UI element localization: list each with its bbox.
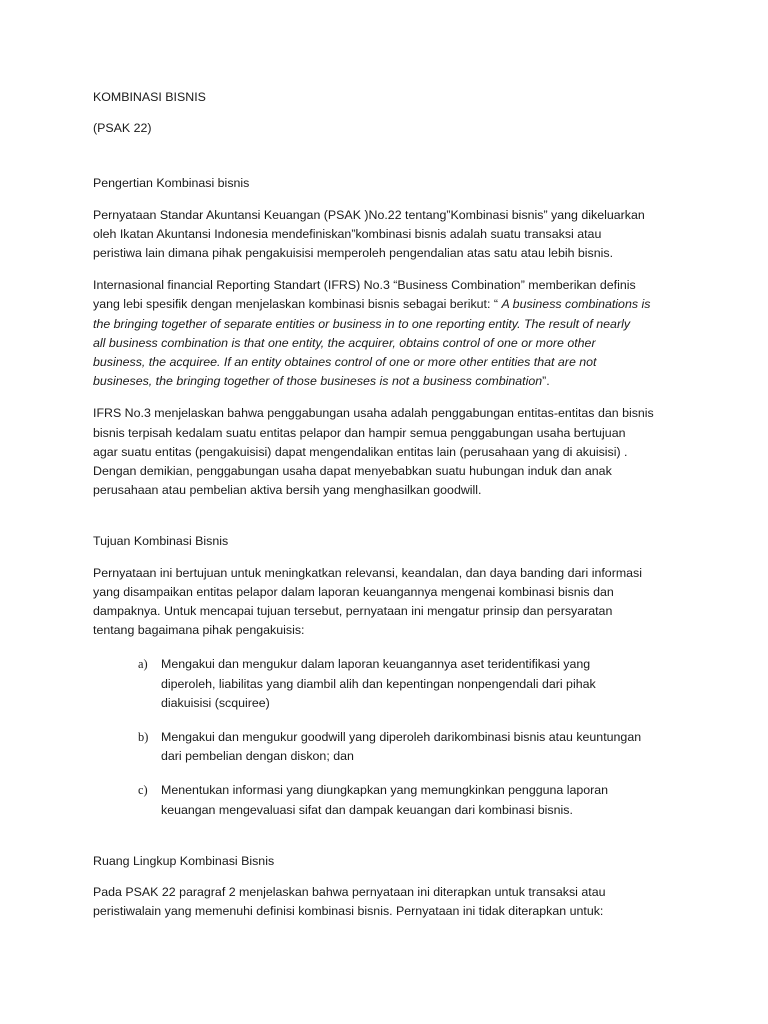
text-line: Dengan demikian, penggabungan usaha dapat menyebabkan suatu hubungan induk dan anak — [93, 464, 612, 479]
text-line: dampaknya. Untuk mencapai tujuan tersebut, pernyataan ini mengatur prinsip dan persyaratan — [93, 604, 613, 619]
list-marker: b) — [138, 730, 149, 745]
document-subtitle: (PSAK 22) — [93, 121, 152, 136]
section-heading-ruang-lingkup: Ruang Lingkup Kombinasi Bisnis — [93, 853, 275, 868]
document-title: KOMBINASI BISNIS — [93, 90, 206, 104]
quote-text: all business combination is that one entity, the acquirer, obtains control of one or more other — [93, 335, 596, 350]
quote-text: the bringing together of separate entities or business in to one reporting entity. The result of nearly — [93, 316, 631, 331]
paragraph-ifrs-definition — [93, 276, 675, 391]
paragraph-ruang-lingkup — [93, 883, 675, 921]
quote-text: business, the acquiree. If an entity obtaines control of one or more other entities that are not — [93, 355, 597, 370]
paragraph-tujuan — [93, 564, 675, 641]
text-line: peristiwa lain dimana pihak pengakuisisi memperoleh pengendalian atas satu atau lebih bisnis. — [93, 246, 614, 261]
text-line: agar suatu entitas (pengakuisisi) dapat mengendalikan entitas lain (perusahaan yang di akuisisi) . — [93, 444, 628, 459]
text-line: yang lebi spesifik dengan menjelaskan kombinasi bisnis sebagai berikut: “ — [93, 297, 502, 312]
text-line: peristiwalain yang memenuhi definisi kombinasi bisnis. Pernyataan ini tidak diterapkan untuk: — [93, 904, 604, 919]
text-line: diakuisisi (scquiree) — [161, 695, 270, 710]
text-line: Internasional financial Reporting Standart (IFRS) No.3 “Business Combination” memberikan definis — [93, 278, 636, 293]
text-line: Pernyataan ini bertujuan untuk meningkatkan relevansi, keandalan, dan daya banding dari informasi — [93, 565, 642, 580]
quote-text: A business combinations is — [501, 297, 651, 312]
list-item — [93, 655, 675, 713]
quote-end: ”. — [542, 374, 550, 389]
text-line: Pada PSAK 22 paragraf 2 menjelaskan bahwa pernyataan ini diterapkan untuk transaksi atau — [93, 885, 606, 900]
list-marker: a) — [138, 657, 148, 672]
text-line: keuangan mengevaluasi sifat dan dampak keuangan dari kombinasi bisnis. — [161, 802, 573, 817]
text-line: bisnis terpisah kedalam suatu entitas pelapor dan hampir semua penggabungan usaha bertujuan — [93, 425, 626, 440]
section-heading-pengertian: Pengertian Kombinasi bisnis — [93, 176, 250, 191]
text-line: Mengakui dan mengukur goodwill yang diperoleh darikombinasi bisnis atau keuntungan — [161, 730, 642, 745]
paragraph-ifrs-explanation — [93, 404, 675, 500]
text-line: IFRS No.3 menjelaskan bahwa penggabungan usaha adalah penggabungan entitas-entitas dan bisnis — [93, 406, 654, 421]
text-line: dari pembelian dengan diskon; dan — [161, 749, 354, 764]
list-item — [93, 781, 675, 819]
document-body — [93, 88, 675, 922]
section-heading-tujuan: Tujuan Kombinasi Bisnis — [93, 534, 229, 549]
text-line: yang disampaikan entitas pelapor dalam laporan keuangannya mengenai kombinasi bisnis dan — [93, 584, 614, 599]
list-item — [93, 728, 675, 766]
text-line: Mengakui dan mengukur dalam laporan keuangannya aset teridentifikasi yang — [161, 657, 591, 672]
text-line: Menentukan informasi yang diungkapkan yang memungkinkan pengguna laporan — [161, 783, 609, 798]
text-line: perusahaan atau pembelian aktiva bersih yang menghasilkan goodwill. — [93, 483, 482, 498]
list-marker: c) — [138, 783, 148, 798]
paragraph-psak-definition — [93, 206, 675, 264]
text-line: tentang bagaimana pihak pengakuisis: — [93, 623, 305, 638]
text-line: diperoleh, liabilitas yang diambil alih dan kepentingan nonpengendali dari pihak — [161, 676, 596, 691]
tujuan-list — [93, 655, 675, 819]
quote-text: busineses, the bringing together of those busineses is not a business combination — [93, 374, 543, 389]
text-line: Pernyataan Standar Akuntansi Keuangan (PSAK )No.22 tentang”Kombinasi bisnis” yang dikeluarkan — [93, 207, 645, 222]
text-line: oleh Ikatan Akuntansi Indonesia mendefiniskan”kombinasi bisnis adalah suatu transaksi atau — [93, 226, 602, 241]
